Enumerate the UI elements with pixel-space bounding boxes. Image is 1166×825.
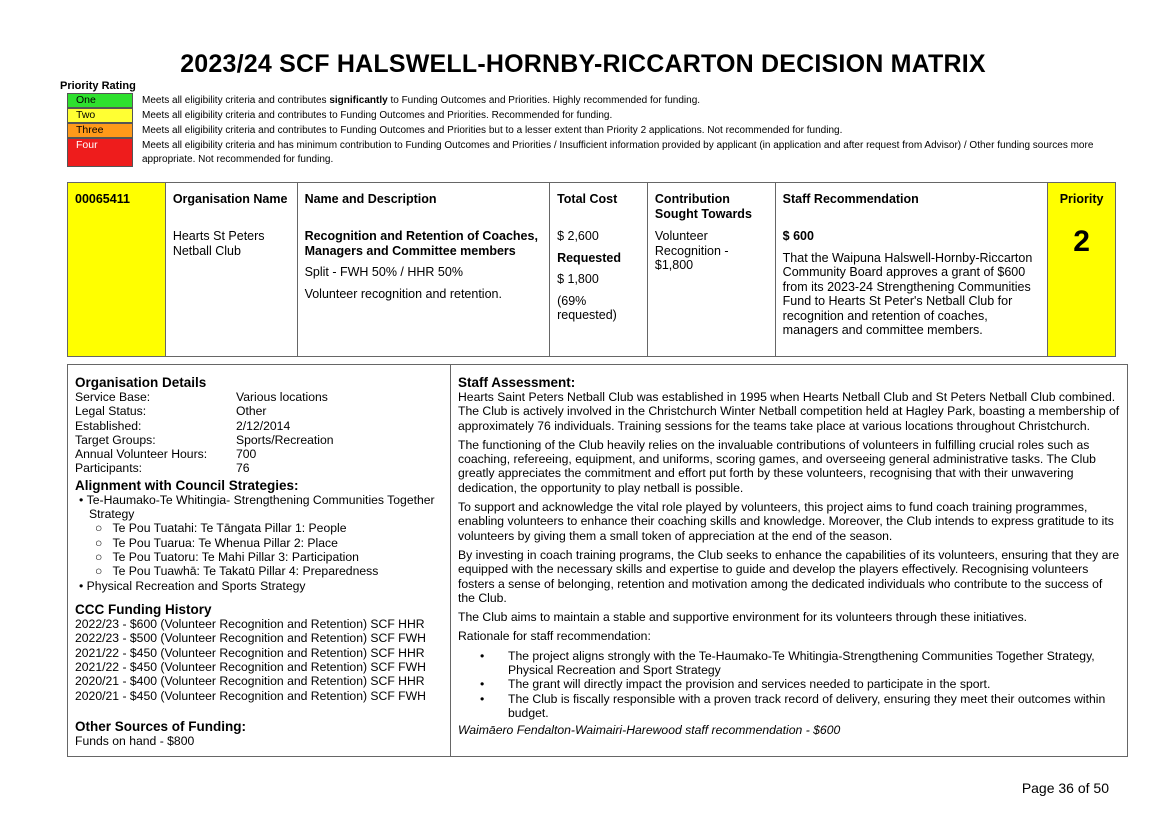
contribution-header: Contribution Sought Towards (654, 192, 752, 221)
detail-value: 700 (236, 447, 257, 462)
detail-value: Sports/Recreation (236, 432, 334, 447)
total-cost-value: $ 2,600 (557, 229, 599, 243)
priority-desc-four: Meets all eligibility criteria and has minimum contribution to Funding Outcomes and Priorities / Insufficient information provided by applicant (in application and after request from Advisor) / Other funding sources more appropriate. Not recommended for funding. (142, 140, 1094, 165)
org-details-heading: Organisation Details (75, 375, 207, 390)
rationale-item: • The Club is fiscally responsible with a proven track record of delivery, ensuring they meet their outcomes within budget. (480, 691, 1106, 720)
detail-key: Target Groups: (75, 432, 156, 447)
assessment-paragraph: By investing in coach training programs, the Club seeks to enhance the capabilities of its volunteers, ensuring that they are equipped with the necessary skills and expertise to guide and develop the players effectively. Recognising volunteers fosters a sense of belonging, retention and motivation among the dedicated individuals who contribute to the success of the Club. (458, 547, 1120, 605)
assessment-footer-note: Waimāero Fendalton-Waimairi-Harewood staff recommendation - $600 (458, 723, 841, 738)
requested-percentage: (69% requested) (557, 293, 617, 322)
contribution-value: Volunteer Recognition - $1,800 (654, 229, 729, 272)
organisation-column (166, 183, 298, 356)
assessment-paragraph: The functioning of the Club heavily relies on the invaluable contributions of volunteers in fulfilling crucial roles such as coaching, refereeing, equipment, and uniforms, scoring games, and overseeing general administrative tasks. The Club greatly appreciates the commitment and effort put forth by these volunteers, recognising that with their unwavering dedication, the opportunity to play netball is possible. (458, 437, 1096, 495)
pillar-item: ○ Te Pou Tuarua: Te Whenua Pillar 2: Place (95, 535, 338, 550)
bullet-icon: • (79, 578, 87, 593)
bullet-icon: • (480, 691, 485, 706)
legend-row-four (67, 138, 1127, 167)
cost-column (550, 183, 648, 356)
funding-history-item: 2020/21 - $400 (Volunteer Recognition and Retention) SCF HHR (75, 674, 425, 689)
funding-history-item: 2021/22 - $450 (Volunteer Recognition and Retention) SCF FWH (75, 660, 426, 675)
requested-label: Requested (557, 250, 621, 265)
contribution-column (648, 183, 776, 356)
detail-key: Annual Volunteer Hours: (75, 447, 208, 462)
funding-history-item: 2022/23 - $600 (Volunteer Recognition and Retention) SCF HHR (75, 616, 425, 631)
organisation-header: Organisation Name (172, 192, 288, 206)
detail-row (75, 404, 443, 418)
bullet-icon: • (480, 677, 485, 692)
detail-row (75, 433, 443, 447)
organisation-details-panel (68, 365, 451, 756)
detail-value: Various locations (236, 390, 328, 404)
rationale-item: • The grant will directly impact the provision and services needed to participate in the sport. (480, 677, 991, 692)
priority-chip-four: Four (67, 138, 133, 167)
total-cost-header: Total Cost (557, 192, 618, 206)
strategy-item: • Physical Recreation and Sports Strategy (79, 578, 306, 593)
detail-value: 76 (236, 461, 250, 476)
other-funding-value: Funds on hand - $800 (75, 734, 195, 749)
details-section (67, 364, 1128, 757)
strategy-item: • Te-Haumako-Te Whitingia- Strengthening Communities Together Strategy (79, 492, 435, 522)
detail-row (75, 419, 443, 433)
priority-desc-two: Meets all eligibility criteria and contributes to Funding Outcomes and Priorities. Recommended for funding. (142, 110, 613, 121)
priority-chip-two: Two (67, 108, 133, 123)
priority-chip-three: Three (67, 123, 133, 138)
page-number: Page 36 of 50 (1021, 780, 1109, 796)
circle-bullet-icon: ○ (95, 564, 113, 579)
detail-value: Other (236, 404, 267, 419)
pillar-item: ○ Te Pou Tuatahi: Te Tāngata Pillar 1: People (95, 521, 347, 536)
pillar-item: ○ Te Pou Tuatoru: Te Mahi Pillar 3: Participation (95, 549, 359, 564)
staff-recommendation-column (776, 183, 1048, 356)
priority-rating-heading: Priority Rating (60, 80, 136, 92)
staff-assessment-panel (451, 365, 1127, 756)
funding-history-item: 2020/21 - $450 (Volunteer Recognition and Retention) SCF FWH (75, 688, 426, 703)
bullet-icon: • (79, 492, 87, 507)
assessment-paragraph: Hearts Saint Peters Netball Club was established in 1995 when Hearts Netball Club and St Peters Netball Club combined. The Club is actively involved in the Christchurch Winter Netball competition held at Hagley Park, boasting a membership of approximately 76 individuals. Training sessions for the teams take place at various locations throughout Christchurch. (458, 390, 1120, 433)
assessment-paragraph: To support and acknowledge the vital role played by volunteers, this project aims to fund coach training programmes, enabling volunteers to enhance their coaching skills and knowledge. Moreover, the Club intends to express gratitude to its volunteers by giving them a small token of appreciation at the end of the season. (458, 500, 1114, 543)
organisation-name: Hearts St Peters Netball Club (172, 229, 265, 258)
circle-bullet-icon: ○ (95, 521, 113, 536)
staff-recommendation-header: Staff Recommendation (782, 192, 919, 206)
staff-assessment-heading: Staff Assessment: (458, 375, 576, 390)
bullet-icon: • (480, 648, 485, 663)
application-id: 00065411 (68, 183, 166, 356)
other-funding-heading: Other Sources of Funding: (75, 719, 246, 735)
legend-row-two (67, 108, 1127, 123)
detail-row (75, 390, 443, 404)
circle-bullet-icon: ○ (95, 549, 113, 564)
funding-history-item: 2022/23 - $500 (Volunteer Recognition and Retention) SCF FWH (75, 631, 426, 646)
pillar-item: ○ Te Pou Tuawhā: Te Takatū Pillar 4: Preparedness (95, 564, 379, 579)
assessment-paragraph: The Club aims to maintain a stable and supportive environment for its volunteers through these initiatives. (458, 610, 1028, 625)
rationale-item: • The project aligns strongly with the Te-Haumako-Te Whitingia-Strengthening Communities Together Strategy, Physical Recreation and Sport Strategy (480, 648, 1095, 678)
priority-chip-one: One (67, 93, 133, 108)
requested-amount: $ 1,800 (557, 272, 599, 286)
priority-column (1048, 183, 1115, 356)
funding-split: Split - FWH 50% / HHR 50% (304, 265, 463, 279)
legend-row-three (67, 123, 1127, 138)
detail-row (75, 461, 443, 475)
detail-key: Legal Status: (75, 404, 147, 419)
priority-header: Priority (1059, 192, 1104, 206)
priority-desc-three: Meets all eligibility criteria and contributes to Funding Outcomes and Priorities but to a lesser extent than Priority 2 applications. Not recommended for funding. (142, 125, 843, 136)
circle-bullet-icon: ○ (95, 535, 113, 550)
rationale-heading: Rationale for staff recommendation: (458, 629, 651, 644)
name-description-column (298, 183, 551, 356)
detail-key: Service Base: (75, 390, 151, 404)
detail-row (75, 447, 443, 461)
staff-recommended-amount: $ 600 (782, 229, 814, 243)
staff-recommendation-text: That the Waipuna Halswell-Hornby-Riccarton Community Board approves a grant of $600 from its 2023-24 Strengthening Communities Fund to Hearts St Peter's Netball Club for recognition and retention of coaches, managers and committee members. (782, 250, 1033, 337)
funding-history-heading: CCC Funding History (75, 601, 212, 617)
alignment-heading: Alignment with Council Strategies: (75, 477, 299, 493)
application-summary-table (67, 182, 1116, 357)
detail-key: Established: (75, 418, 142, 433)
priority-value: 2 (1073, 225, 1090, 258)
page-title: 2023/24 SCF HALSWELL-HORNBY-RICCARTON DECISION MATRIX (180, 50, 986, 78)
funding-history-item: 2021/22 - $450 (Volunteer Recognition and Retention) SCF HHR (75, 645, 425, 660)
name-description-header: Name and Description (304, 192, 437, 206)
priority-legend (67, 93, 1127, 167)
detail-key: Participants: (75, 461, 143, 476)
legend-row-one (67, 93, 1127, 108)
project-description: Volunteer recognition and retention. (304, 286, 502, 301)
project-name: Recognition and Retention of Coaches, Managers and Committee members (304, 229, 538, 258)
detail-value: 2/12/2014 (236, 418, 291, 433)
priority-desc-one: Meets all eligibility criteria and contributes significantly to Funding Outcomes and Priorities. Highly recommended for funding. (142, 95, 701, 106)
